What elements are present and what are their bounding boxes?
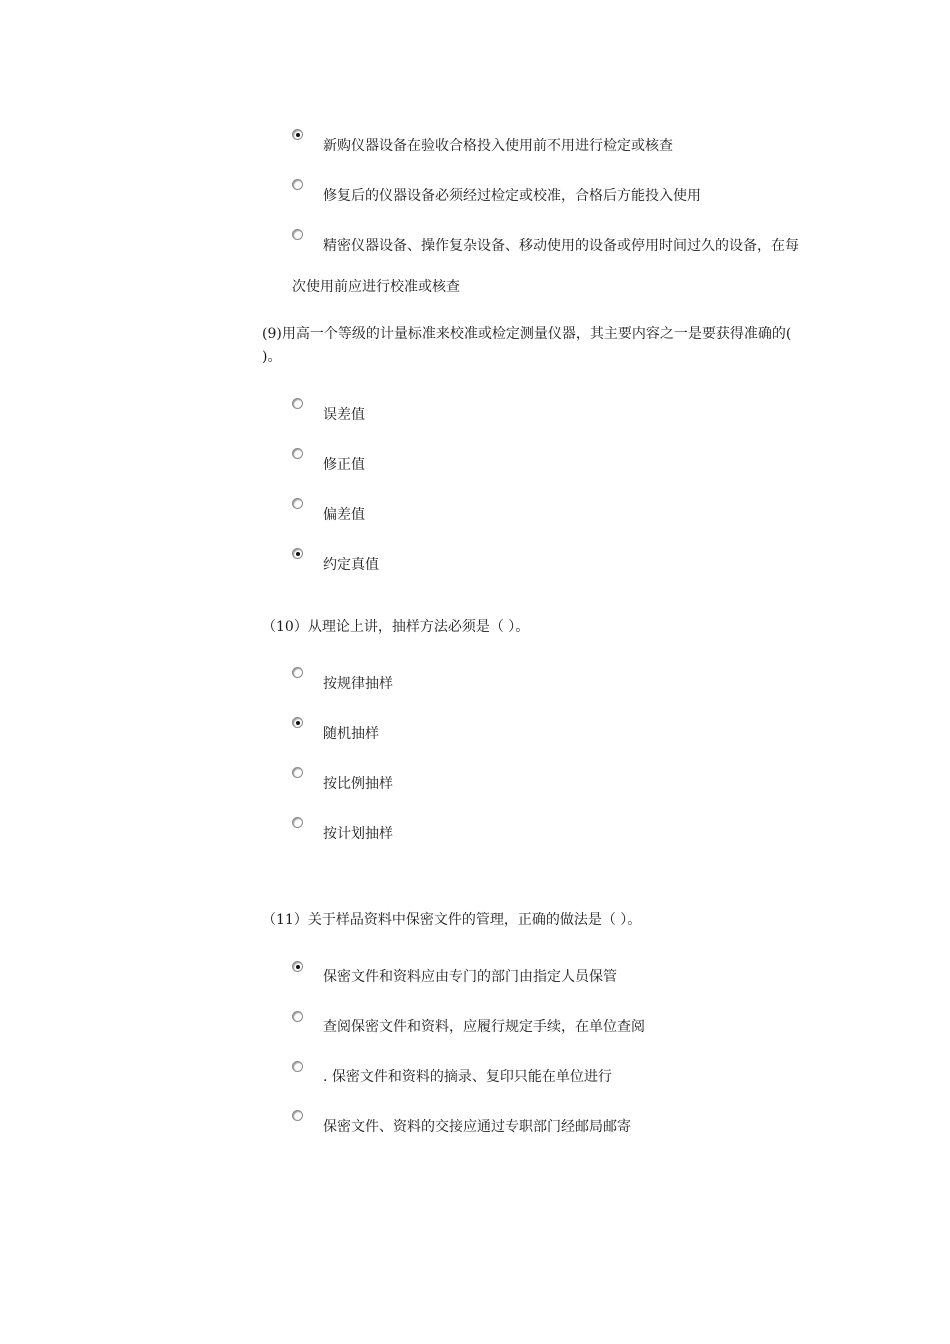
q11-option-2-radio[interactable] [292,1011,303,1022]
q8-option-1-label: 新购仪器设备在验收合格投入使用前不用进行检定或核查 [323,138,673,154]
q11-option-1-label: 保密文件和资料应由专门的部门由指定人员保管 [323,969,617,985]
q11-option-4-radio[interactable] [292,1110,303,1121]
q9-option-2-radio[interactable] [292,448,303,459]
q11-option-3-label: . 保密文件和资料的摘录、复印只能在单位进行 [323,1069,612,1085]
q11-question: （11）关于样品资料中保密文件的管理，正确的做法是（ ）。 [262,912,642,928]
q9-option-4-label: 约定真值 [323,557,379,573]
q10-option-1-label: 按规律抽样 [323,676,393,692]
q10-option-4-radio[interactable] [292,817,303,828]
q10-option-2-label: 随机抽样 [323,726,379,742]
q11-option-3-radio[interactable] [292,1061,303,1072]
q8-option-3-radio[interactable] [292,229,303,240]
q11-option-2-label: 查阅保密文件和资料，应履行规定手续，在单位查阅 [323,1019,645,1035]
q9-option-1-radio[interactable] [292,398,303,409]
q8-option-3-label-continuation: 次使用前应进行校准或核查 [292,279,460,295]
q9-option-3-radio[interactable] [292,498,303,509]
q10-option-2-radio[interactable] [292,717,303,728]
q9-option-2-label: 修正值 [323,457,365,473]
q10-option-3-label: 按比例抽样 [323,776,393,792]
q8-option-2-label: 修复后的仪器设备必须经过检定或校准，合格后方能投入使用 [323,188,701,204]
q10-question: （10）从理论上讲，抽样方法必须是（ ）。 [262,619,530,635]
q10-option-3-radio[interactable] [292,767,303,778]
q8-option-1-radio[interactable] [292,129,303,140]
q9-option-3-label: 偏差值 [323,507,365,523]
q11-option-4-label: 保密文件、资料的交接应通过专职部门经邮局邮寄 [323,1119,631,1135]
q11-option-1-radio[interactable] [292,961,303,972]
q10-option-1-radio[interactable] [292,667,303,678]
q9-question-line-2: )。 [262,349,282,365]
q8-option-2-radio[interactable] [292,179,303,190]
q10-option-4-label: 按计划抽样 [323,826,393,842]
q9-option-1-label: 误差值 [323,407,365,423]
q9-option-4-radio[interactable] [292,548,303,559]
q8-option-3-label: 精密仪器设备、操作复杂设备、移动使用的设备或停用时间过久的设备，在每 [323,238,799,254]
q9-question-line-1: (9)用高一个等级的计量标准来校准或检定测量仪器，其主要内容之一是要获得准确的( [262,326,792,342]
